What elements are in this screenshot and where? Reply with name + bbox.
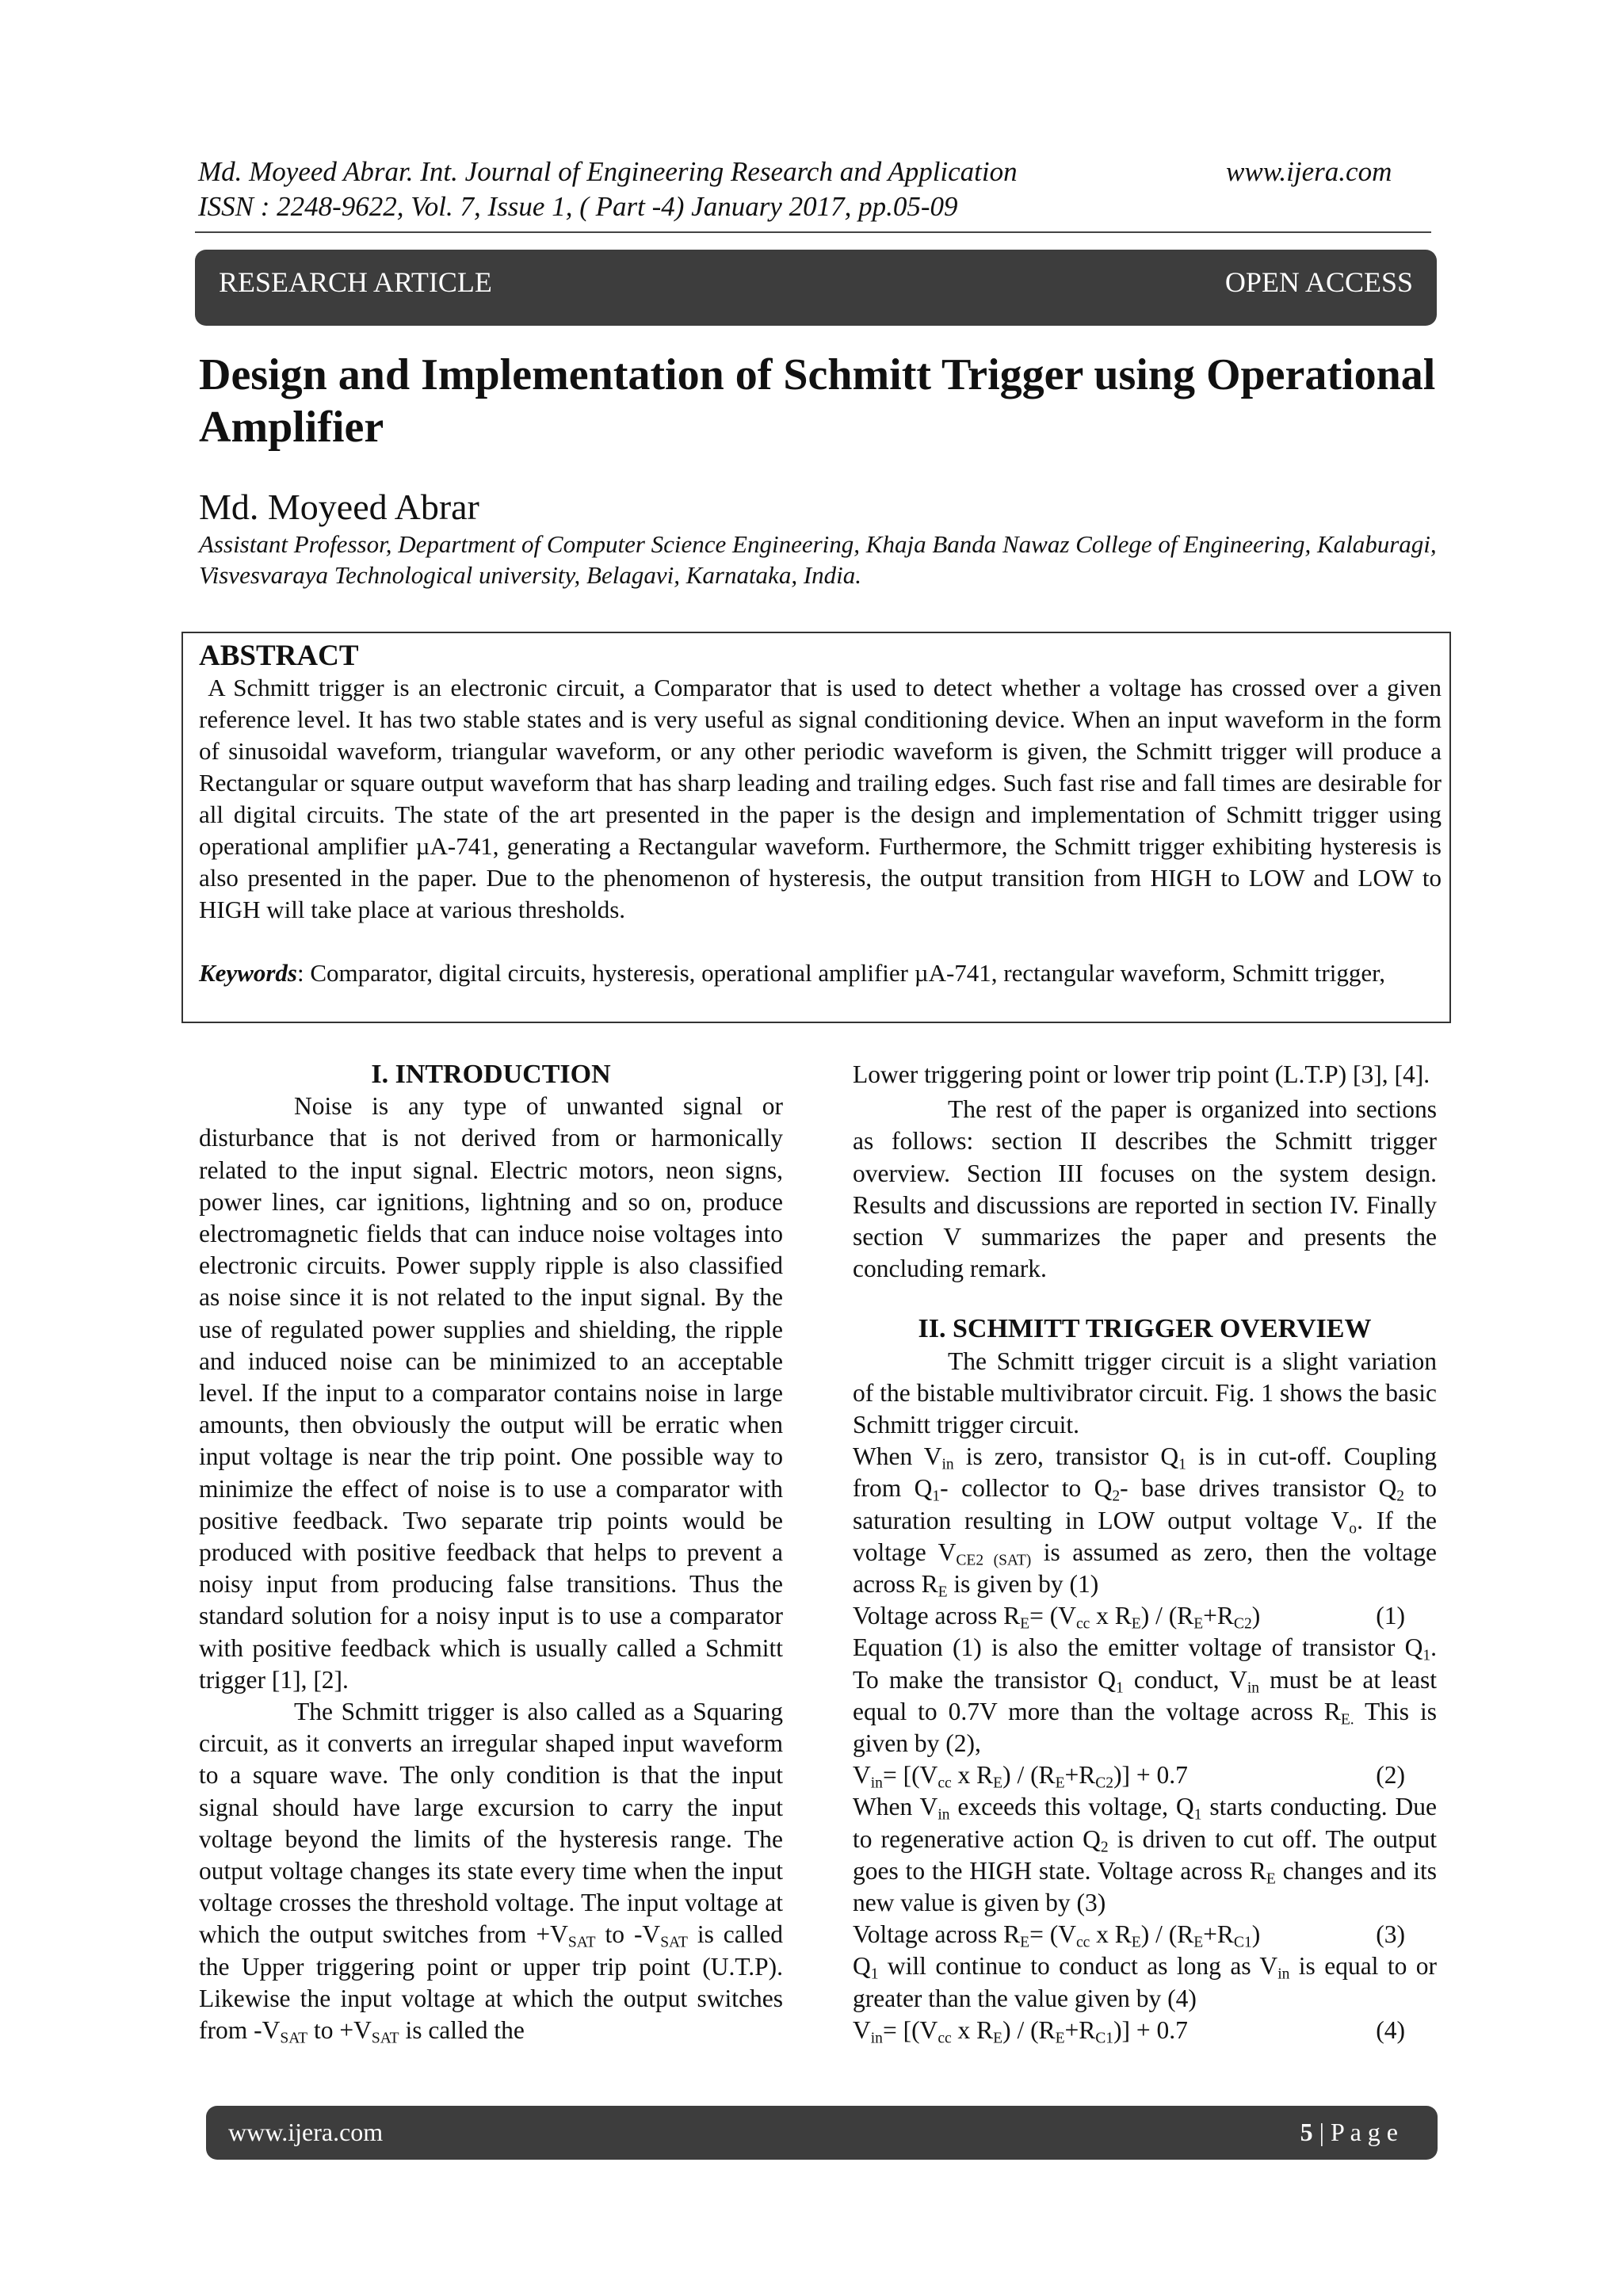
article-type-banner: [195, 250, 1437, 326]
author-affiliation: Assistant Professor, Department of Computer Science Engineering, Khaja Banda Nawaz College of Engineering, Kalaburagi, Visvesvaraya Technological university, Belagavi, Karnataka, India.: [199, 530, 1437, 589]
conduction-paragraph: $Q_1$ will continue to conduct as long as $V_{in}$ is equal to or greater than the value given by (4): [853, 1952, 1437, 2012]
transistor-paragraph: When $V_{in}$ is zero, transistor $Q_1$ is in cut-off. Coupling from $Q_1-$ collector to $Q_2-$ base drives transistor $Q_2$ to saturation resulting in LOW output voltage $V_o$. If the voltage $V_{CE2 (SAT)}$ is assumed as zero, then the voltage across $R_E$ is given by (1): [853, 1442, 1437, 1601]
keywords: [199, 957, 1442, 989]
header-rule: [195, 231, 1431, 233]
journal-citation: Md. Moyeed Abrar. Int. Journal of Engineering Research and Application: [198, 156, 1018, 187]
keywords-list: : Comparator, digital circuits, hysteresis, operational amplifier µA-741, rectangular waveform, Schmitt trigger,: [297, 959, 1385, 987]
footer-url[interactable]: www.ijera.com: [228, 2118, 384, 2146]
issn-line: ISSN : 2248-9622, Vol. 7, Issue 1, ( Part -4) January 2017, pp.05-09: [198, 191, 958, 222]
regenerative-action-paragraph: When $V_{in}$ exceeds this voltage, $Q_1$ starts conducting. Due to regenerative action $Q_2$ is driven to cut off. The output goes to the HIGH state. Voltage across $R_E$ changes and its new value is given by (3): [853, 1793, 1437, 1917]
keywords-label: Keywords: [199, 959, 297, 987]
section-heading-introduction: I. INTRODUCTION: [371, 1060, 611, 1089]
paper-title: Design and Implementation of Schmitt Trigger using Operational Amplifier: [199, 350, 1436, 452]
abstract-heading: ABSTRACT: [199, 640, 359, 672]
equation-2-number: (2): [1376, 1761, 1405, 1790]
research-article-label: RESEARCH ARTICLE: [219, 266, 492, 298]
abstract-text: A Schmitt trigger is an electronic circuit, a Comparator that is used to detect whether a voltage has crossed over a given reference level. It has two stable states and is very useful as signal conditioning device. When an input waveform in the form of sinusoidal waveform, triangular waveform, or any other periodic waveform is given, the Schmitt trigger will produce a Rectangular or square output waveform that has sharp leading and trailing edges. Such fast rise and fall times are desirable for all digital circuits. The state of the art presented in the paper is the design and implementation of Schmitt trigger using operational amplifier µA-741, generating a Rectangular waveform. Furthermore, the Schmitt trigger exhibiting hysteresis is also presented in the paper. Due to the phenomenon of hysteresis, the output transition from HIGH to LOW and LOW to HIGH will take place at various thresholds.: [199, 674, 1442, 923]
intro-paragraph-1: Noise is any type of unwanted signal or disturbance that is not derived from or harmonically related to the input signal. Electric motors, neon signs, power lines, car ignitions, lightning and so on, produce electromagnetic fields that can induce noise voltages into electronic circuits. Power supply ripple is also classified as noise since it is not related to the input signal. By the use of regulated power supplies and shielding, the ripple and induced noise can be minimized to an acceptable level. If the input to a comparator contains noise in large amounts, then obviously the output will be erratic when input voltage is near the trip point. One possible way to minimize the effect of noise is to use a comparator with positive feedback. Two separate trip points would be produced with positive feedback that helps to prevent a noisy input from producing false transitions. Thus the standard solution for a noisy input is to use a comparator with positive feedback which is usually called a Schmitt trigger [1], [2].: [199, 1092, 783, 1694]
section-heading-schmitt-overview: II. SCHMITT TRIGGER OVERVIEW: [918, 1314, 1372, 1344]
equation-1-explanation: Equation (1) is also the emitter voltage of transistor $Q_1$. To make the transistor $Q_1$ conduct, $V_{in}$ must be at least equal to 0.7V more than the voltage across $R_{E.}$ This is given by (2),: [853, 1633, 1437, 1758]
equation-1-number: (1): [1376, 1602, 1405, 1630]
paper-organization-paragraph: The rest of the paper is organized into sections as follows: section II describes the Schmitt trigger overview. Section III focuses on the system design. Results and discussions are reported in section IV. Finally section V summarizes the paper and presents the concluding remark.: [853, 1095, 1437, 1283]
journal-url[interactable]: www.ijera.com: [1226, 156, 1392, 187]
equation-2: $V_{in}= [(V_{cc}$ x $R_E) / (R_E+R_{C2})] + 0.7$ (2): [853, 1761, 1405, 1792]
left-column: [199, 1059, 783, 2046]
intro-paragraph-2: The Schmitt trigger is also called as a Squaring circuit, as it converts an irregular shaped input waveform to a square wave. The only condition is that the input signal should have large excursion to carry the input voltage beyond the limits of the hysteresis range. The output voltage changes its state every time when the input voltage crosses the threshold voltage. The input voltage at which the output switches from $+V_{SAT}$ to $-V_{SAT}$ is called the Upper triggering point or upper trip point (U.T.P). Likewise the input voltage at which the output switches from $-V_{SAT}$ to $+V_{SAT}$ is called the: [199, 1698, 783, 2047]
open-access-label: OPEN ACCESS: [1224, 266, 1413, 298]
page-footer: [206, 2106, 1438, 2160]
equation-1: Voltage across $R_E= (V_{cc}$ x $R_E) / (R_E+R_{C2})$ (1): [853, 1602, 1405, 1633]
equation-3: Voltage across $R_E= (V_{cc}$ x $R_E) / (R_E+R_{C1})$ (3): [853, 1920, 1405, 1951]
equation-4-number: (4): [1376, 2015, 1405, 2044]
author-name: Md. Moyeed Abrar: [199, 487, 479, 527]
overview-paragraph: The Schmitt trigger circuit is a slight variation of the bistable multivibrator circuit. Fig. 1 shows the basic Schmitt trigger circuit.: [853, 1347, 1437, 1439]
page-number: 5 | P a g e: [1300, 2118, 1398, 2146]
lower-trip-point-text: Lower triggering point or lower trip point (L.T.P) [3], [4].: [853, 1060, 1430, 1088]
right-column: [853, 1059, 1437, 2046]
equation-3-number: (3): [1376, 1920, 1405, 1949]
equation-4: $V_{in}= [(V_{cc}$ x $R_E) / (R_E+R_{C1})] + 0.7$ (4): [853, 2015, 1405, 2047]
